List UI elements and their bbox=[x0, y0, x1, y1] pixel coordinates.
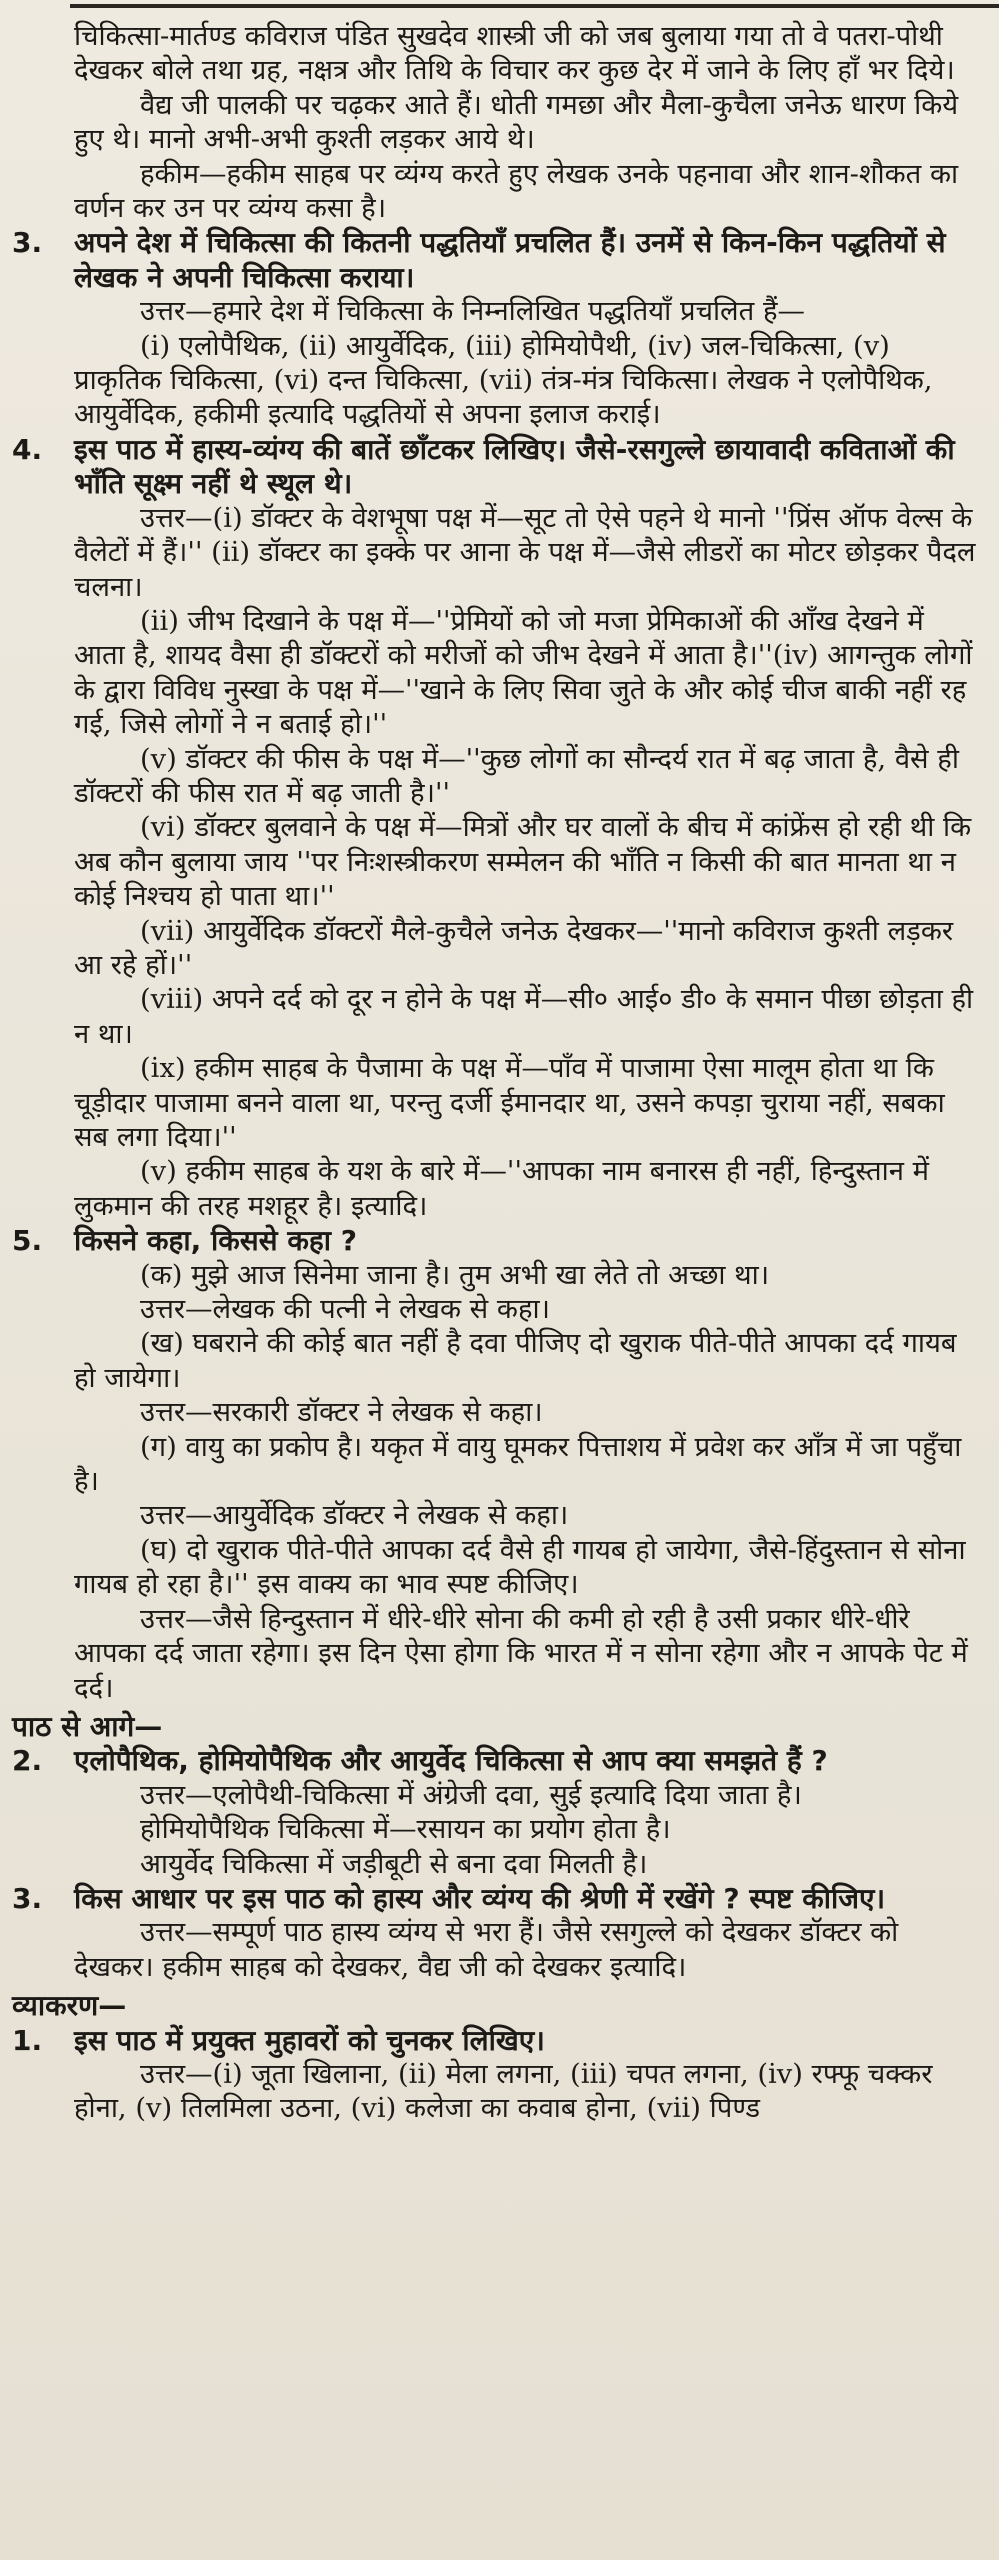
paragraph: (ii) जीभ दिखाने के पक्ष में—''प्रेमियों को जो मजा प्रेमिकाओं की आँख देखने में आता है, शायद वैसा ही डॉक्टरों को मरीजों को जीभ देखने में आता है।''(iv) आगन्तुक लोगों के द्वारा विविध नुस्खा के पक्ष में—''खाने के लिए सिवा जुते के और कोई चीज बाकी नहीं रह गई, जिसे लोगों ने न बताई हो।'' bbox=[74, 605, 973, 741]
paragraph: (vi) डॉक्टर बुलवाने के पक्ष में—मित्रों और घर वालों के बीच में कांफ्रेंस हो रही थी कि अब कौन बुलाया जाय ''पर निःशस्त्रीकरण सम्मेलन की भाँति न किसी की बात मानता था न कोई निश्चय हो पाता था।'' bbox=[74, 812, 972, 913]
sub-question: (क) मुझे आज सिनेमा जाना है। तुम अभी खा लेते तो अच्छा था। bbox=[140, 1259, 770, 1291]
question-2 bbox=[12, 1744, 979, 1778]
question-text: इस पाठ में हास्य-व्यंग्य की बातें छाँटकर लिखिए। जैसे-रसगुल्ले छायावादी कविताओं की भाँति सूक्ष्म नहीं थे स्थूल थे। bbox=[74, 432, 955, 501]
answer: उत्तर—हमारे देश में चिकित्सा के निम्नलिखित पद्धतियाँ प्रचलित हैं— bbox=[140, 296, 805, 328]
question-text: एलोपैथिक, होमियोपैथिक और आयुर्वेद चिकित्सा से आप क्या समझते हैं ? bbox=[74, 1744, 828, 1778]
sub-question: (ख) घबराने की कोई बात नहीं है दवा पीजिए दो खुराक पीते-पीते आपका दर्द गायब हो जायेगा। bbox=[74, 1328, 957, 1394]
answer: उत्तर—एलोपैथी-चिकित्सा में अंग्रेजी दवा, सुई इत्यादि दिया जाता है। bbox=[140, 1779, 802, 1811]
top-rule bbox=[70, 4, 999, 8]
question-number: 3. bbox=[12, 1881, 43, 1915]
question-text: किसने कहा, किससे कहा ? bbox=[74, 1224, 357, 1258]
page-content bbox=[12, 20, 979, 2127]
question-text: अपने देश में चिकित्सा की कितनी पद्धतियाँ प्रचलित हैं। उनमें से किन-किन पद्धतियों से लेखक ने अपनी चिकित्सा कराया। bbox=[74, 226, 946, 294]
paragraph: (v) हकीम साहब के यश के बारे में—''आपका नाम बनारस ही नहीं, हिन्दुस्तान में लुकमान की तरह मशहूर है। इत्यादि। bbox=[74, 1156, 930, 1222]
answer: उत्तर—जैसे हिन्दुस्तान में धीरे-धीरे सोना की कमी हो रही है उसी प्रकार धीरे-धीरे आपका दर्द जाता रहेगा। इस दिन ऐसा होगा कि भारत में न सोना रहेगा और न आपके पेट में दर्द। bbox=[74, 1603, 968, 1704]
question-text: किस आधार पर इस पाठ को हास्य और व्यंग्य की श्रेणी में रखेंगे ? स्पष्ट कीजिए। bbox=[74, 1881, 886, 1915]
paragraph: वैद्य जी पालकी पर चढ़कर आते हैं। धोती गमछा और मैला-कुचैला जनेऊ धारण किये हुए थे। मानो अभी-अभी कुश्ती लड़कर आये थे। bbox=[74, 89, 959, 156]
section-heading: व्याकरण— bbox=[12, 1989, 127, 2023]
question-number: 1. bbox=[12, 2023, 43, 2057]
question-text: इस पाठ में प्रयुक्त मुहावरों को चुनकर लिखिए। bbox=[74, 2023, 545, 2057]
sub-question: (ग) वायु का प्रकोप है। यकृत में वायु घूमकर पित्ताशय में प्रवेश कर आँत्र में जा पहुँचा है। bbox=[74, 1431, 962, 1498]
answer: उत्तर—सम्पूर्ण पाठ हास्य व्यंग्य से भरा हैं। जैसे रसगुल्ले को देखकर डॉक्टर को देखकर। हकीम साहब को देखकर, वैद्य जी को देखकर इत्यादि। bbox=[74, 1917, 899, 1983]
answer: उत्तर—सरकारी डॉक्टर ने लेखक से कहा। bbox=[140, 1397, 543, 1429]
question-5 bbox=[12, 1224, 979, 1258]
question-number: 2. bbox=[12, 1744, 43, 1778]
question-number: 4. bbox=[12, 432, 43, 466]
paragraph: (viii) अपने दर्द को दूर न होने के पक्ष में—सी० आई० डी० के समान पीछा छोड़ता ही न था। bbox=[74, 984, 974, 1050]
paragraph: (v) डॉक्टर की फीस के पक्ष में—''कुछ लोगों का सौन्दर्य रात में बढ़ जाता है, वैसे ही डॉक्टरों की फीस रात में बढ़ जाती है।'' bbox=[74, 743, 959, 809]
answer: उत्तर—लेखक की पत्नी ने लेखक से कहा। bbox=[140, 1294, 550, 1326]
question-number: 3. bbox=[12, 226, 43, 260]
section-heading: पाठ से आगे— bbox=[12, 1709, 163, 1743]
question-3-b bbox=[12, 1882, 979, 1916]
answer: उत्तर—(i) जूता खिलाना, (ii) मेला लगना, (iii) चपत लगना, (iv) रफ्फू चक्कर होना, (v) तिलमिला उठना, (vi) कलेजा का कवाब होना, (vii) पिण्ड bbox=[74, 2058, 933, 2125]
paragraph: होमियोपैथिक चिकित्सा में—रसायन का प्रयोग होता है। bbox=[140, 1814, 671, 1846]
question-number: 5. bbox=[12, 1224, 43, 1258]
answer: उत्तर—आयुर्वेदिक डॉक्टर ने लेखक से कहा। bbox=[140, 1500, 569, 1532]
paragraph: आयुर्वेद चिकित्सा में जड़ीबूटी से बना दवा मिलती है। bbox=[140, 1848, 648, 1880]
question-1 bbox=[12, 2024, 979, 2058]
paragraph: हकीम—हकीम साहब पर व्यंग्य करते हुए लेखक उनके पहनावा और शान-शौकत का वर्णन कर उन पर व्यंग्य कसा है। bbox=[74, 158, 959, 225]
answer: उत्तर—(i) डॉक्टर के वेशभूषा पक्ष में—सूट तो ऐसे पहने थे मानो ''प्रिंस ऑफ वेल्स के वैलेटों में हैं।'' (ii) डॉक्टर का इक्के पर आना के पक्ष में—जैसे लीडरों का मोटर छोड़कर पैदल चलना। bbox=[74, 502, 976, 603]
paragraph: (i) एलोपैथिक, (ii) आयुर्वेदिक, (iii) होमियोपैथी, (iv) जल-चिकित्सा, (v) प्राकृतिक चिकित्सा, (vi) दन्त चिकित्सा, (vii) तंत्र-मंत्र चिकित्सा। लेखक ने एलोपैथिक, आयुर्वेदिक, हकीमी इत्यादि पद्धतियों से अपना इलाज कराई। bbox=[74, 330, 933, 431]
paragraph: (vii) आयुर्वेदिक डॉक्टरों मैले-कुचैले जनेऊ देखकर—''मानो कविराज कुश्ती लड़कर आ रहे हों।'' bbox=[74, 915, 954, 981]
question-4 bbox=[12, 433, 979, 502]
sub-question: (घ) दो खुराक पीते-पीते आपका दर्द वैसे ही गायब हो जायेगा, जैसे-हिंदुस्तान से सोना गायब हो रहा है।'' इस वाक्य का भाव स्पष्ट कीजिए। bbox=[74, 1534, 966, 1601]
paragraph: (ix) हकीम साहब के पैजामा के पक्ष में—पाँव में पाजामा ऐसा मालूम होता था कि चूड़ीदार पाजामा बनने वाला था, परन्तु दर्जी ईमानदार था, उसने कपड़ा चुराया नहीं, सबका सब लगा दिया।'' bbox=[74, 1053, 945, 1153]
question-3 bbox=[12, 226, 979, 295]
paragraph: चिकित्सा-मार्तण्ड कविराज पंडित सुखदेव शास्त्री जी को जब बुलाया गया तो वे पतरा-पोथी देखकर बोले तथा ग्रह, नक्षत्र और तिथि के विचार कर कुछ देर में जाने के लिए हाँ भर दिये। bbox=[74, 21, 955, 87]
